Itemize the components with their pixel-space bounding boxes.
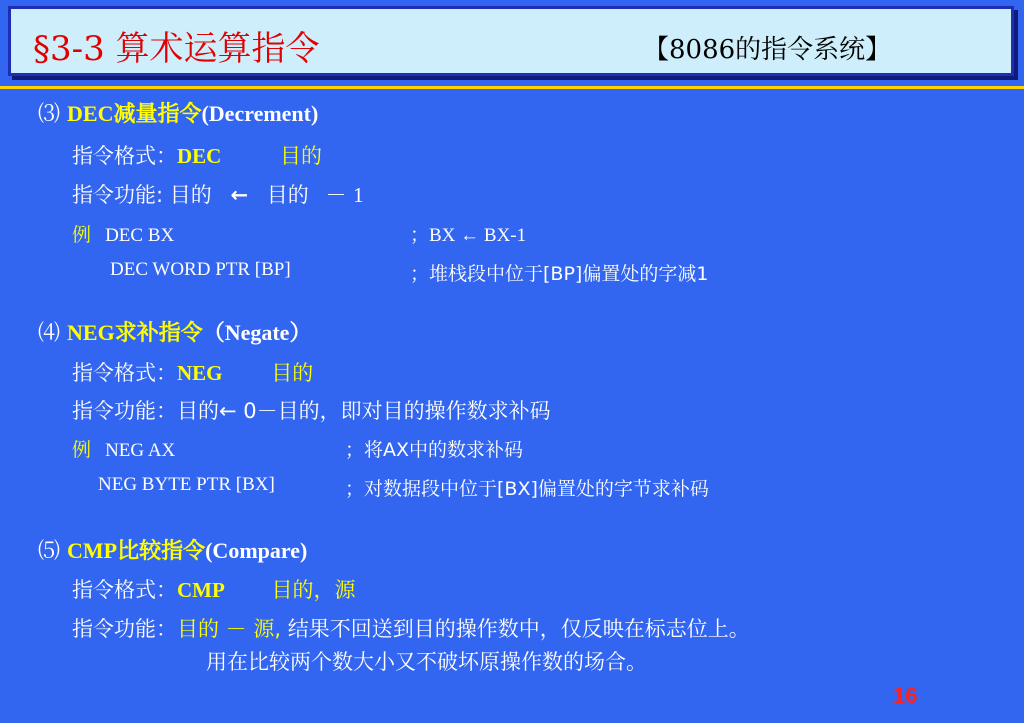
format-label: 指令格式： (72, 144, 177, 168)
function-part: 目的 (266, 183, 309, 207)
neg-format-line (72, 357, 313, 387)
function-label: 指令功能： (72, 399, 177, 423)
page-number: 16 (893, 683, 918, 708)
dec-example-2: DEC WORD PTR [BP] (110, 259, 291, 280)
function-text: 目的← 0－目的，即对目的操作数求补码 (177, 399, 551, 423)
function-text: 结果不回送到目的操作数中，仅反映在标志位上。 (287, 617, 750, 641)
section-cmp-heading (38, 534, 307, 565)
function-part: 1 (353, 183, 364, 207)
function-label: 指令功能： (72, 617, 177, 641)
format-op: DEC (177, 144, 222, 168)
section-dec-heading (38, 97, 318, 128)
neg-example-2: NEG BYTE PTR [BX] (98, 474, 275, 495)
cmp-function-line-2: 用在比较两个数大小又不破坏原操作数的场合。 (206, 650, 647, 674)
header-rule (0, 86, 1024, 89)
dec-example-1 (72, 220, 174, 247)
dec-example-2-comment: ；堆栈段中位于[BP]偏置处的字减1 (410, 263, 709, 285)
page-subtitle: 【8086的指令系统】 (643, 35, 892, 65)
page-title: §3-3 算术运算指令 (33, 29, 320, 69)
function-highlight: 目的 － 源, (177, 617, 282, 641)
format-arg: 目的 (271, 361, 314, 385)
neg-example-1-comment: ；将AX中的数求补码 (345, 439, 524, 461)
section-number: ⑸ (38, 539, 61, 564)
section-number: ⑷ (38, 321, 61, 346)
neg-function-line (72, 395, 551, 425)
header-bar (8, 6, 1014, 76)
neg-example-2-comment: ；对数据段中位于[BX]偏置处的字节求补码 (345, 478, 709, 500)
format-label: 指令格式： (72, 361, 177, 385)
neg-example-1 (72, 435, 175, 462)
format-label: 指令格式： (72, 578, 177, 602)
function-label: 指令功能: (72, 183, 164, 207)
section-name: DEC减量指令 (67, 101, 202, 126)
cmp-format-line (72, 574, 356, 604)
dec-function-line (72, 179, 364, 209)
example-label: 例 (72, 439, 92, 461)
section-english: (Compare) (205, 538, 308, 563)
section-english: (Decrement) (201, 101, 319, 126)
format-op: CMP (177, 578, 225, 602)
cmp-function-line (72, 613, 750, 643)
format-arg: 目的，源 (271, 578, 356, 602)
dec-example-1-comment: ；BX ← BX-1 (410, 225, 527, 246)
example-code: DEC BX (105, 225, 175, 246)
section-name: NEG求补指令 (67, 320, 203, 345)
format-arg: 目的 (280, 144, 323, 168)
dec-format-line (72, 140, 322, 170)
section-english: （Negate） (202, 320, 312, 345)
section-neg-heading (38, 316, 311, 347)
section-name: CMP比较指令 (67, 538, 206, 563)
function-part: － (325, 183, 347, 207)
section-number: ⑶ (38, 102, 61, 127)
function-part: 目的 (169, 183, 212, 207)
format-op: NEG (177, 361, 223, 385)
example-label: 例 (72, 224, 92, 246)
arrow-left-icon: ← (230, 183, 249, 207)
example-code: NEG AX (105, 440, 176, 461)
